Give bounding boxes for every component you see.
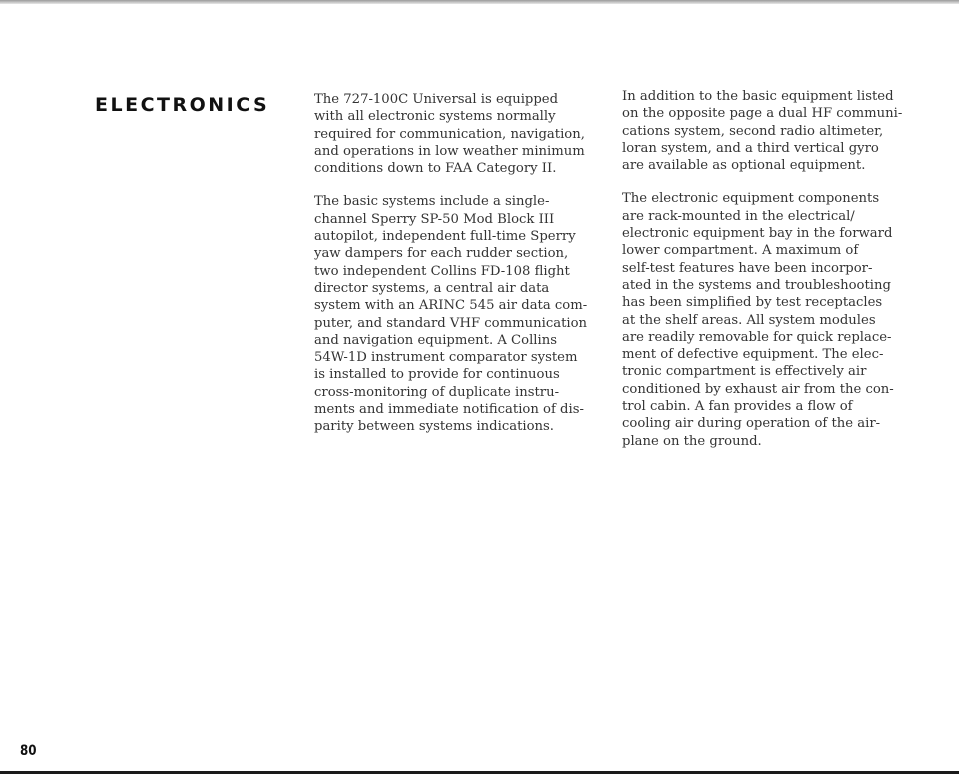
equipment-bay-paragraph: The electronic equipment components are rack-mounted in the electrical/ electronic equipment bay in the forward lower compartment. A maximum of self-test features have been incorpor- ated in the systems and troubleshooting has been simplified by test receptacles at the shelf areas. All system modules are readily removable for quick replace- ment of defective equipment. The elec- tronic compartment is effectively air conditioned by exhaust air from the con- trol cabin. A fan provides a flow of cooling air during operation of the air- plane on the ground. [622,191,894,449]
right-text-column [622,88,912,466]
top-edge-rule [0,0,959,4]
optional-equipment-paragraph: In addition to the basic equipment listed on the opposite page a dual HF communi- cations system, second radio altimeter, loran system, and a third vertical gyro are available as optional equipment. [622,89,903,174]
page-number: 80 [20,743,37,759]
left-text-column [314,91,604,452]
section-heading: ELECTRONICS [95,94,270,116]
basic-systems-paragraph: The basic systems include a single- channel Sperry SP-50 Mod Block III autopilot, independent full-time Sperry yaw dampers for each rudder section, two independent Collins FD-108 flight director systems, a central air data system with an ARINC 545 air data com- puter, and standard VHF communication and navigation equipment. A Collins 54W-1D instrument comparator system is installed to provide for continuous cross-monitoring of duplicate instru- ments and immediate notification of dis- parity between systems indications. [314,194,588,435]
intro-paragraph: The 727-100C Universal is equipped with all electronic systems normally required for communication, navigation, and operations in low weather minimum conditions down to FAA Category II. [314,92,585,177]
